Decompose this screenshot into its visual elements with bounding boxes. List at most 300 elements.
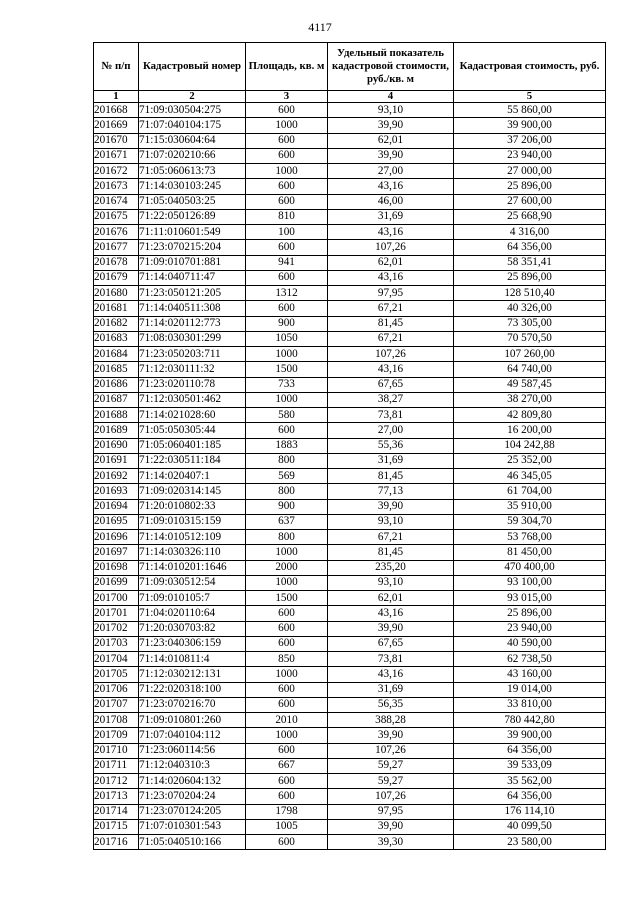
row-index: 201710 [94, 743, 139, 758]
table-row [94, 133, 606, 148]
area-value: 850 [246, 652, 328, 667]
row-index: 201704 [94, 652, 139, 667]
unit-rate-value: 97,95 [328, 804, 454, 819]
table-row [94, 758, 606, 773]
cadastral-value: 35 910,00 [454, 499, 606, 514]
column-number: 1 [94, 91, 139, 103]
cadastral-value: 49 587,45 [454, 377, 606, 392]
unit-rate-value: 67,21 [328, 301, 454, 316]
unit-rate-value: 107,26 [328, 240, 454, 255]
unit-rate-value: 39,30 [328, 835, 454, 850]
table-row [94, 697, 606, 712]
cadastral-value: 38 270,00 [454, 392, 606, 407]
area-value: 600 [246, 133, 328, 148]
row-index: 201693 [94, 484, 139, 499]
cadastral-value: 19 014,00 [454, 682, 606, 697]
cadastral-number: 71:14:010512:109 [139, 530, 246, 545]
header-row [94, 43, 606, 91]
cadastral-number: 71:20:030703:82 [139, 621, 246, 636]
unit-rate-value: 67,21 [328, 331, 454, 346]
cadastral-number: 71:22:050126:89 [139, 209, 246, 224]
table-row [94, 560, 606, 575]
table-row [94, 545, 606, 560]
table-row [94, 591, 606, 606]
cadastral-value: 37 206,00 [454, 133, 606, 148]
row-index: 201697 [94, 545, 139, 560]
cadastral-value-table [93, 42, 606, 850]
unit-rate-value: 39,90 [328, 728, 454, 743]
cadastral-number: 71:22:030511:184 [139, 453, 246, 468]
area-value: 600 [246, 194, 328, 209]
cadastral-number: 71:08:030301:299 [139, 331, 246, 346]
area-value: 637 [246, 514, 328, 529]
cadastral-number: 71:05:040503:25 [139, 194, 246, 209]
table-row [94, 652, 606, 667]
table-row [94, 301, 606, 316]
area-value: 1312 [246, 286, 328, 301]
table-row [94, 316, 606, 331]
row-index: 201705 [94, 667, 139, 682]
column-number: 5 [454, 91, 606, 103]
unit-rate-value: 93,10 [328, 103, 454, 118]
unit-rate-value: 43,16 [328, 179, 454, 194]
cadastral-number: 71:14:030326:110 [139, 545, 246, 560]
unit-rate-value: 62,01 [328, 591, 454, 606]
table-row [94, 530, 606, 545]
area-value: 1000 [246, 728, 328, 743]
row-index: 201694 [94, 499, 139, 514]
cadastral-value: 81 450,00 [454, 545, 606, 560]
area-value: 800 [246, 484, 328, 499]
unit-rate-value: 31,69 [328, 453, 454, 468]
area-value: 600 [246, 179, 328, 194]
row-index: 201701 [94, 606, 139, 621]
row-index: 201668 [94, 103, 139, 118]
cadastral-value: 176 114,10 [454, 804, 606, 819]
row-index: 201716 [94, 835, 139, 850]
cadastral-value: 64 740,00 [454, 362, 606, 377]
cadastral-number: 71:14:040711:47 [139, 270, 246, 285]
unit-rate-value: 39,90 [328, 118, 454, 133]
area-value: 900 [246, 499, 328, 514]
area-value: 1000 [246, 118, 328, 133]
unit-rate-value: 39,90 [328, 148, 454, 163]
cadastral-value: 25 352,00 [454, 453, 606, 468]
row-index: 201707 [94, 697, 139, 712]
header-cadastral-value: Кадастровая стоимость, руб. [454, 43, 606, 91]
table-row [94, 789, 606, 804]
cadastral-number: 71:09:010105:7 [139, 591, 246, 606]
table-row [94, 499, 606, 514]
table-row [94, 392, 606, 407]
table-row [94, 377, 606, 392]
unit-rate-value: 67,21 [328, 530, 454, 545]
table-row [94, 103, 606, 118]
column-number: 3 [246, 91, 328, 103]
unit-rate-value: 67,65 [328, 377, 454, 392]
cadastral-number: 71:15:030604:64 [139, 133, 246, 148]
cadastral-number: 71:12:040310:3 [139, 758, 246, 773]
area-value: 600 [246, 148, 328, 163]
cadastral-value: 58 351,41 [454, 255, 606, 270]
row-index: 201712 [94, 774, 139, 789]
unit-rate-value: 81,45 [328, 469, 454, 484]
area-value: 600 [246, 835, 328, 850]
table-row [94, 362, 606, 377]
cadastral-value: 73 305,00 [454, 316, 606, 331]
cadastral-value: 40 326,00 [454, 301, 606, 316]
row-index: 201713 [94, 789, 139, 804]
area-value: 1005 [246, 819, 328, 834]
area-value: 941 [246, 255, 328, 270]
row-index: 201691 [94, 453, 139, 468]
cadastral-value: 39 533,09 [454, 758, 606, 773]
table-row [94, 118, 606, 133]
unit-rate-value: 39,90 [328, 621, 454, 636]
cadastral-number: 71:14:021028:60 [139, 408, 246, 423]
unit-rate-value: 43,16 [328, 270, 454, 285]
cadastral-number: 71:20:010802:33 [139, 499, 246, 514]
table-row [94, 682, 606, 697]
table-row [94, 743, 606, 758]
cadastral-number: 71:23:070124:205 [139, 804, 246, 819]
table-row [94, 225, 606, 240]
table-row [94, 667, 606, 682]
area-value: 600 [246, 270, 328, 285]
row-index: 201698 [94, 560, 139, 575]
area-value: 100 [246, 225, 328, 240]
table-row [94, 255, 606, 270]
cadastral-value: 59 304,70 [454, 514, 606, 529]
unit-rate-value: 107,26 [328, 743, 454, 758]
unit-rate-value: 38,27 [328, 392, 454, 407]
unit-rate-value: 388,28 [328, 713, 454, 728]
cadastral-number: 71:12:030501:462 [139, 392, 246, 407]
cadastral-number: 71:07:010301:543 [139, 819, 246, 834]
row-index: 201670 [94, 133, 139, 148]
area-value: 800 [246, 530, 328, 545]
cadastral-value: 104 242,88 [454, 438, 606, 453]
cadastral-value: 35 562,00 [454, 774, 606, 789]
column-number: 2 [139, 91, 246, 103]
area-value: 800 [246, 453, 328, 468]
area-value: 1000 [246, 667, 328, 682]
row-index: 201682 [94, 316, 139, 331]
area-value: 1050 [246, 331, 328, 346]
area-value: 580 [246, 408, 328, 423]
row-index: 201681 [94, 301, 139, 316]
table-row [94, 819, 606, 834]
cadastral-value: 25 896,00 [454, 606, 606, 621]
cadastral-value: 93 100,00 [454, 575, 606, 590]
cadastral-value: 33 810,00 [454, 697, 606, 712]
area-value: 600 [246, 240, 328, 255]
row-index: 201671 [94, 148, 139, 163]
table-row [94, 484, 606, 499]
unit-rate-value: 93,10 [328, 514, 454, 529]
row-index: 201703 [94, 636, 139, 651]
unit-rate-value: 81,45 [328, 545, 454, 560]
area-value: 1000 [246, 545, 328, 560]
cadastral-value: 42 809,80 [454, 408, 606, 423]
unit-rate-value: 39,90 [328, 819, 454, 834]
area-value: 1000 [246, 347, 328, 362]
table-row [94, 194, 606, 209]
cadastral-number: 71:05:060613:73 [139, 164, 246, 179]
unit-rate-value: 77,13 [328, 484, 454, 499]
row-index: 201708 [94, 713, 139, 728]
cadastral-value: 55 860,00 [454, 103, 606, 118]
row-index: 201687 [94, 392, 139, 407]
cadastral-value: 23 940,00 [454, 621, 606, 636]
cadastral-number: 71:23:070216:70 [139, 697, 246, 712]
cadastral-number: 71:23:050121:205 [139, 286, 246, 301]
table-row [94, 514, 606, 529]
cadastral-value: 25 668,90 [454, 209, 606, 224]
unit-rate-value: 93,10 [328, 575, 454, 590]
unit-rate-value: 73,81 [328, 408, 454, 423]
area-value: 900 [246, 316, 328, 331]
unit-rate-value: 107,26 [328, 347, 454, 362]
cadastral-number: 71:07:040104:112 [139, 728, 246, 743]
area-value: 1500 [246, 362, 328, 377]
area-value: 600 [246, 423, 328, 438]
cadastral-number: 71:14:030103:245 [139, 179, 246, 194]
area-value: 1798 [246, 804, 328, 819]
cadastral-value: 39 900,00 [454, 118, 606, 133]
cadastral-value: 64 356,00 [454, 789, 606, 804]
cadastral-number: 71:14:010811:4 [139, 652, 246, 667]
unit-rate-value: 27,00 [328, 423, 454, 438]
unit-rate-value: 43,16 [328, 362, 454, 377]
table-row [94, 621, 606, 636]
cadastral-value: 64 356,00 [454, 743, 606, 758]
row-index: 201699 [94, 575, 139, 590]
cadastral-number: 71:09:010701:881 [139, 255, 246, 270]
unit-rate-value: 55,36 [328, 438, 454, 453]
header-area: Площадь, кв. м [246, 43, 328, 91]
cadastral-number: 71:14:040511:308 [139, 301, 246, 316]
cadastral-number: 71:23:050203:711 [139, 347, 246, 362]
unit-rate-value: 39,90 [328, 499, 454, 514]
cadastral-value: 23 940,00 [454, 148, 606, 163]
area-value: 2000 [246, 560, 328, 575]
cadastral-value: 25 896,00 [454, 179, 606, 194]
area-value: 1500 [246, 591, 328, 606]
page-number: 4117 [308, 20, 332, 34]
area-value: 733 [246, 377, 328, 392]
cadastral-number: 71:04:020110:64 [139, 606, 246, 621]
unit-rate-value: 62,01 [328, 255, 454, 270]
area-value: 2010 [246, 713, 328, 728]
row-index: 201678 [94, 255, 139, 270]
cadastral-value: 27 600,00 [454, 194, 606, 209]
row-index: 201689 [94, 423, 139, 438]
unit-rate-value: 31,69 [328, 682, 454, 697]
table-row [94, 835, 606, 850]
area-value: 810 [246, 209, 328, 224]
row-index: 201676 [94, 225, 139, 240]
table-row [94, 728, 606, 743]
cadastral-number: 71:07:020210:66 [139, 148, 246, 163]
row-index: 201672 [94, 164, 139, 179]
unit-rate-value: 81,45 [328, 316, 454, 331]
row-index: 201714 [94, 804, 139, 819]
cadastral-number: 71:12:030212:131 [139, 667, 246, 682]
table-row [94, 713, 606, 728]
row-index: 201700 [94, 591, 139, 606]
cadastral-number: 71:23:060114:56 [139, 743, 246, 758]
row-index: 201684 [94, 347, 139, 362]
area-value: 600 [246, 789, 328, 804]
table-row [94, 331, 606, 346]
cadastral-number: 71:14:010201:1646 [139, 560, 246, 575]
cadastral-value: 107 260,00 [454, 347, 606, 362]
cadastral-number: 71:23:070215:204 [139, 240, 246, 255]
cadastral-number: 71:09:030512:54 [139, 575, 246, 590]
area-value: 667 [246, 758, 328, 773]
area-value: 600 [246, 103, 328, 118]
row-index: 201702 [94, 621, 139, 636]
cadastral-number: 71:11:010601:549 [139, 225, 246, 240]
row-index: 201715 [94, 819, 139, 834]
row-index: 201686 [94, 377, 139, 392]
cadastral-number: 71:09:010315:159 [139, 514, 246, 529]
table-row [94, 438, 606, 453]
area-value: 600 [246, 606, 328, 621]
area-value: 1000 [246, 164, 328, 179]
unit-rate-value: 59,27 [328, 758, 454, 773]
cadastral-value: 128 510,40 [454, 286, 606, 301]
cadastral-value: 46 345,05 [454, 469, 606, 484]
area-value: 1000 [246, 575, 328, 590]
cadastral-value: 470 400,00 [454, 560, 606, 575]
row-index: 201692 [94, 469, 139, 484]
row-index: 201709 [94, 728, 139, 743]
cadastral-number: 71:14:020604:132 [139, 774, 246, 789]
unit-rate-value: 67,65 [328, 636, 454, 651]
unit-rate-value: 107,26 [328, 789, 454, 804]
cadastral-number: 71:05:040510:166 [139, 835, 246, 850]
area-value: 600 [246, 697, 328, 712]
cadastral-value: 40 590,00 [454, 636, 606, 651]
unit-rate-value: 73,81 [328, 652, 454, 667]
row-index: 201690 [94, 438, 139, 453]
row-index: 201711 [94, 758, 139, 773]
table-row [94, 347, 606, 362]
area-value: 600 [246, 682, 328, 697]
cadastral-number: 71:05:060401:185 [139, 438, 246, 453]
cadastral-number: 71:23:020110:78 [139, 377, 246, 392]
cadastral-number: 71:14:020112:773 [139, 316, 246, 331]
table-row [94, 179, 606, 194]
table-row [94, 270, 606, 285]
cadastral-number: 71:23:070204:24 [139, 789, 246, 804]
table-row [94, 575, 606, 590]
unit-rate-value: 59,27 [328, 774, 454, 789]
cadastral-value: 780 442,80 [454, 713, 606, 728]
area-value: 600 [246, 621, 328, 636]
unit-rate-value: 56,35 [328, 697, 454, 712]
header-cadastral-number: Кадастровый номер [139, 43, 246, 91]
cadastral-number: 71:23:040306:159 [139, 636, 246, 651]
table-row [94, 453, 606, 468]
area-value: 1883 [246, 438, 328, 453]
cadastral-number: 71:07:040104:175 [139, 118, 246, 133]
table-row [94, 804, 606, 819]
cadastral-number: 71:14:020407:1 [139, 469, 246, 484]
area-value: 1000 [246, 392, 328, 407]
table-row [94, 286, 606, 301]
row-index: 201675 [94, 209, 139, 224]
area-value: 600 [246, 301, 328, 316]
table-row [94, 164, 606, 179]
table-row [94, 408, 606, 423]
unit-rate-value: 62,01 [328, 133, 454, 148]
cadastral-value: 23 580,00 [454, 835, 606, 850]
cadastral-number: 71:09:020314:145 [139, 484, 246, 499]
unit-rate-value: 43,16 [328, 225, 454, 240]
table-row [94, 606, 606, 621]
cadastral-value: 39 900,00 [454, 728, 606, 743]
column-number: 4 [328, 91, 454, 103]
table-row [94, 148, 606, 163]
row-index: 201683 [94, 331, 139, 346]
unit-rate-value: 235,20 [328, 560, 454, 575]
table-row [94, 636, 606, 651]
row-index: 201679 [94, 270, 139, 285]
cadastral-value: 70 570,50 [454, 331, 606, 346]
table-body [94, 103, 606, 850]
cadastral-value: 64 356,00 [454, 240, 606, 255]
cadastral-value: 61 704,00 [454, 484, 606, 499]
cadastral-number: 71:22:020318:100 [139, 682, 246, 697]
unit-rate-value: 46,00 [328, 194, 454, 209]
area-value: 600 [246, 743, 328, 758]
row-index: 201674 [94, 194, 139, 209]
cadastral-value: 93 015,00 [454, 591, 606, 606]
row-index: 201677 [94, 240, 139, 255]
cadastral-value: 43 160,00 [454, 667, 606, 682]
column-number-row [94, 91, 606, 103]
table-row [94, 469, 606, 484]
unit-rate-value: 97,95 [328, 286, 454, 301]
header-index: № п/п [94, 43, 139, 91]
cadastral-value: 53 768,00 [454, 530, 606, 545]
area-value: 600 [246, 636, 328, 651]
row-index: 201673 [94, 179, 139, 194]
cadastral-number: 71:05:050305:44 [139, 423, 246, 438]
unit-rate-value: 43,16 [328, 667, 454, 682]
unit-rate-value: 43,16 [328, 606, 454, 621]
header-unit-rate: Удельный показатель кадастровой стоимости, руб./кв. м [328, 43, 454, 91]
table-row [94, 423, 606, 438]
area-value: 569 [246, 469, 328, 484]
cadastral-value: 27 000,00 [454, 164, 606, 179]
cadastral-number: 71:09:030504:275 [139, 103, 246, 118]
table-row [94, 240, 606, 255]
cadastral-number: 71:09:010801:260 [139, 713, 246, 728]
table-row [94, 774, 606, 789]
cadastral-value: 16 200,00 [454, 423, 606, 438]
cadastral-number: 71:12:030111:32 [139, 362, 246, 377]
row-index: 201696 [94, 530, 139, 545]
cadastral-value: 40 099,50 [454, 819, 606, 834]
cadastral-value: 4 316,00 [454, 225, 606, 240]
row-index: 201680 [94, 286, 139, 301]
unit-rate-value: 31,69 [328, 209, 454, 224]
row-index: 201695 [94, 514, 139, 529]
